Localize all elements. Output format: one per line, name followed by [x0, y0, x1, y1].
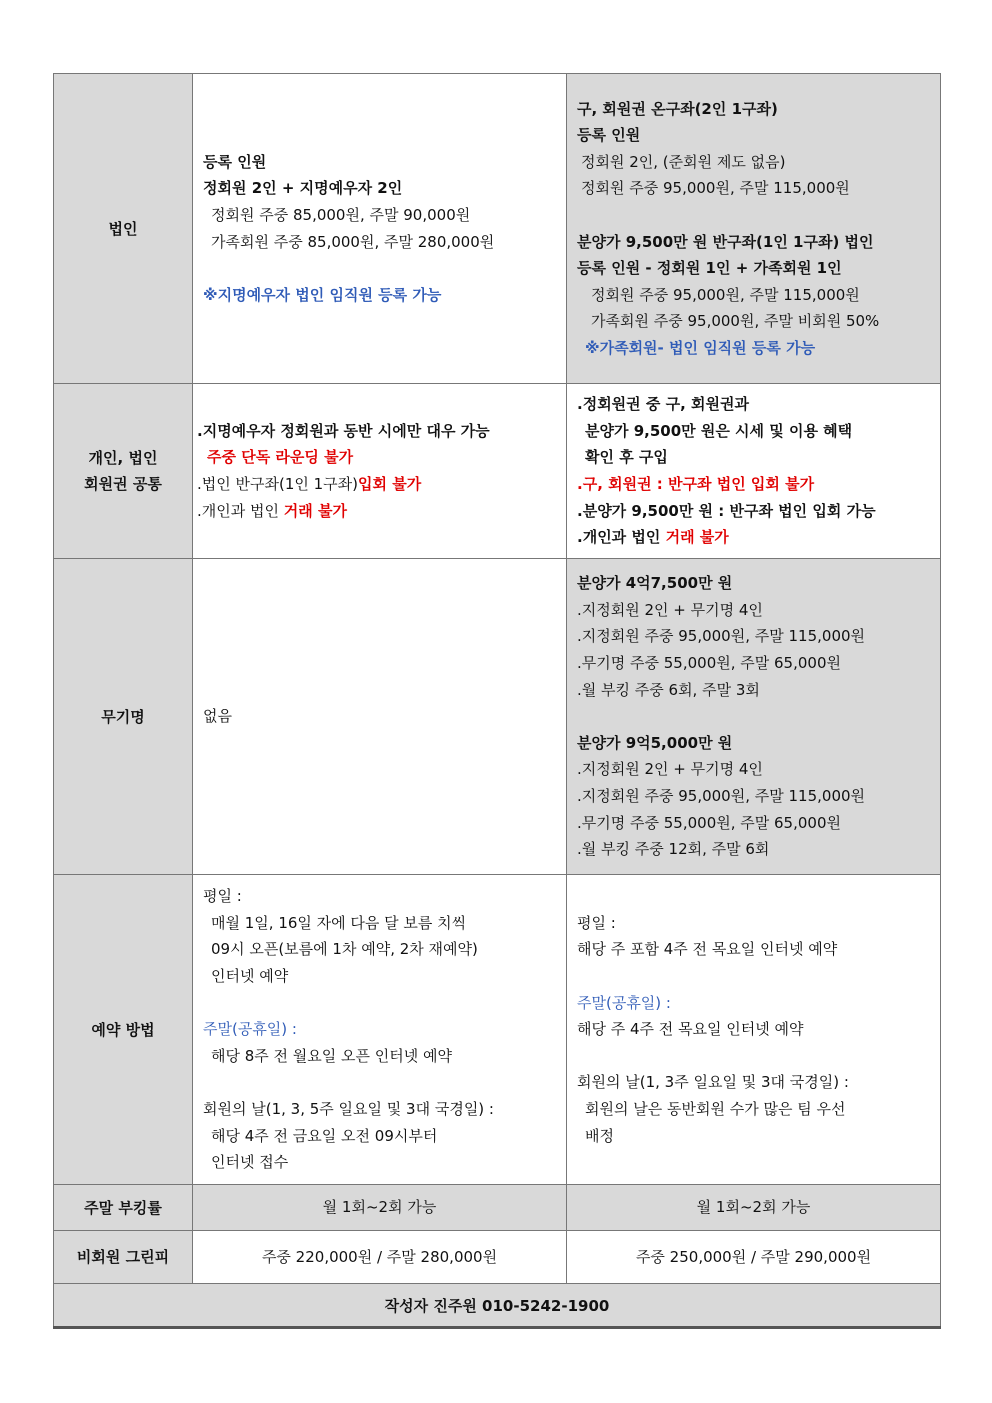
- text-line: 분양가 9,500만 원은 시세 및 이용 혜택: [585, 421, 853, 440]
- text-line: 회원의 날(1, 3, 5주 일요일 및 3대 국경일) :: [203, 1099, 494, 1118]
- text-line: 09시 오픈(보름에 1차 예약, 2차 재예약): [211, 940, 478, 959]
- row-label-text: 법인: [108, 219, 138, 238]
- row-label-weekend-rate: [54, 1185, 193, 1231]
- row-label-text: 무기명: [101, 707, 145, 726]
- text-line: 해당 8주 전 월요일 오픈 인터넷 예약: [211, 1046, 453, 1065]
- text-line: 분양가 9,500만 원 반구좌(1인 1구좌) 법인: [577, 232, 874, 251]
- reservation-col2: [567, 875, 941, 1185]
- nonnamed-col2: [567, 559, 941, 875]
- membership-comparison-table: [53, 73, 941, 1329]
- text-line: 월 1회~2회 가능: [696, 1198, 811, 1217]
- note-text: ※가족회원- 법인 임직원 등록 가능: [585, 338, 816, 357]
- text-line: 정회원 2인, (준회원 제도 없음): [581, 152, 786, 171]
- text-line: 회원의 날(1, 3주 일요일 및 3대 국경일) :: [577, 1073, 849, 1092]
- weekend-rate-col2: [567, 1185, 941, 1231]
- text-line: .월 부킹 주중 6회, 주말 3회: [577, 680, 760, 699]
- row-label-green-fee: [54, 1231, 193, 1284]
- reservation-col1: [193, 875, 567, 1185]
- text-line: .지정회원 주중 95,000원, 주말 115,000원: [577, 627, 866, 646]
- text-line: 해당 주 포함 4주 전 목요일 인터넷 예약: [577, 940, 838, 959]
- row-label-text: 비회원 그린피: [76, 1248, 170, 1266]
- text-line: .분양가 9,500만 원 : 반구좌 법인 입회 가능: [577, 501, 876, 520]
- warning-text: 주중 단독 라운딩 불가: [207, 448, 354, 467]
- text-line: 회원의 날은 동반회원 수가 많은 팀 우선: [585, 1099, 846, 1118]
- text-line: .법인 반구좌(1인 1구좌)입회 불가: [197, 475, 422, 493]
- author-text: 작성자 진주원 010-5242-1900: [384, 1296, 610, 1315]
- text-line: .무기명 주중 55,000원, 주말 65,000원: [577, 813, 841, 832]
- text-line: 정회원 주중 95,000원, 주말 115,000원: [581, 179, 850, 198]
- text-line: 분양가 4억7,500만 원: [577, 574, 733, 593]
- row-label-text: 예약 방법: [91, 1020, 155, 1039]
- text-line: .무기명 주중 55,000원, 주말 65,000원: [577, 654, 841, 673]
- text-line: .지정회원 주중 95,000원, 주말 115,000원: [577, 786, 866, 805]
- warning-text: .구, 회원권 : 반구좌 법인 입회 불가: [577, 475, 815, 493]
- text-line: 없음: [203, 707, 232, 726]
- text-line: 인터넷 접수: [211, 1153, 289, 1172]
- row-label-common: [54, 384, 193, 559]
- text-line: 배정: [585, 1126, 614, 1145]
- row-reservation: [54, 875, 941, 1185]
- row-label-text: 개인, 법인: [88, 449, 158, 467]
- text-line: 해당 4주 전 금요일 오전 09시부터: [211, 1126, 438, 1145]
- text-line: .정회원권 중 구, 회원권과: [577, 395, 749, 414]
- text-line: 확인 후 구입: [585, 448, 668, 467]
- text-line: 해당 주 4주 전 목요일 인터넷 예약: [577, 1020, 804, 1039]
- text-line: .개인과 법인 거래 불가: [577, 528, 729, 547]
- text-line: .개인과 법인 거래 불가: [197, 501, 347, 520]
- text-line: 평일 :: [577, 913, 616, 932]
- text-line: .지명예우자 정회원과 동반 시에만 대우 가능: [197, 421, 490, 440]
- row-label-corporate: [54, 74, 193, 384]
- text-line: 정회원 주중 85,000원, 주말 90,000원: [211, 205, 471, 224]
- text-line: 가족회원 주중 85,000원, 주말 280,000원: [211, 232, 495, 251]
- text-line: 가족회원 주중 95,000원, 주말 비회원 50%: [591, 312, 880, 331]
- common-col1: [193, 384, 567, 559]
- corporate-col2: [567, 74, 941, 384]
- green-fee-col1: [193, 1231, 567, 1284]
- row-label-text: 주말 부킹률: [84, 1198, 162, 1217]
- author-footer: [54, 1284, 941, 1328]
- row-weekend-rate: [54, 1185, 941, 1231]
- text-line: 주말(공휴일) :: [203, 1020, 297, 1039]
- nonnamed-col1: [193, 559, 567, 875]
- text-line: 등록 인원 - 정회원 1인 + 가족회원 1인: [577, 259, 842, 278]
- note-text: ※지명예우자 법인 임직원 등록 가능: [203, 285, 442, 304]
- text-line: 정회원 주중 95,000원, 주말 115,000원: [591, 285, 860, 304]
- text-line: 평일 :: [203, 887, 242, 906]
- text-line: 구, 회원권 온구좌(2인 1구좌): [577, 99, 778, 118]
- text-line: 등록 인원: [577, 126, 641, 145]
- row-corporate: [54, 74, 941, 384]
- text-line: .월 부킹 주중 12회, 주말 6회: [577, 840, 770, 859]
- corporate-col1: [193, 74, 567, 384]
- row-label-reservation: [54, 875, 193, 1185]
- row-common: [54, 384, 941, 559]
- text-line: 정회원 2인 + 지명예우자 2인: [203, 179, 403, 198]
- text-line: .지정회원 2인 + 무기명 4인: [577, 600, 763, 619]
- common-col2: [567, 384, 941, 559]
- text-line: 매월 1일, 16일 자에 다음 달 보름 치씩: [211, 913, 467, 932]
- row-label-nonnamed: [54, 559, 193, 875]
- text-line: 분양가 9억5,000만 원: [577, 733, 733, 752]
- text-line: 주중 220,000원 / 주말 280,000원: [261, 1247, 498, 1266]
- text-line: 월 1회~2회 가능: [322, 1198, 437, 1217]
- text-line: 인터넷 예약: [211, 967, 289, 986]
- row-footer: [54, 1284, 941, 1328]
- row-green-fee: [54, 1231, 941, 1284]
- weekend-rate-col1: [193, 1185, 567, 1231]
- green-fee-col2: [567, 1231, 941, 1284]
- text-line: 등록 인원: [203, 152, 267, 171]
- text-line: 주말(공휴일) :: [577, 993, 671, 1012]
- row-label-text: 회원권 공통: [84, 475, 162, 493]
- text-line: 주중 250,000원 / 주말 290,000원: [635, 1247, 872, 1266]
- text-line: .지정회원 2인 + 무기명 4인: [577, 760, 763, 779]
- row-nonnamed: [54, 559, 941, 875]
